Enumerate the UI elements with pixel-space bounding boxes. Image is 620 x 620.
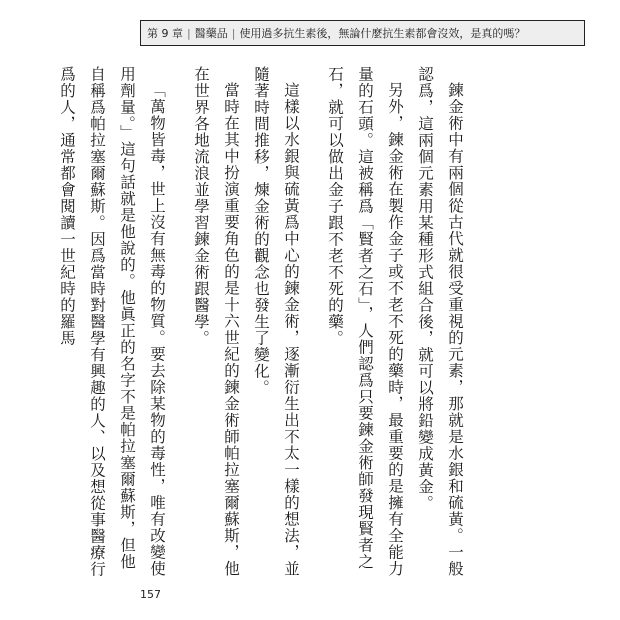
chapter-number: 第 9 章	[147, 27, 183, 40]
section-title: 醫藥品	[194, 27, 228, 40]
paragraph-3: 這樣以水銀與硫黃爲中心的鍊金術，逐漸衍生出不太一樣的想法，並隨著時間推移，煉金術的觀念也發生了變化。	[252, 66, 300, 577]
header-separator: |	[187, 26, 191, 40]
paragraph-4: 當時在其中扮演重要角色的是十六世紀的鍊金術師帕拉塞爾蘇斯，他在世界各地流浪並學習鍊金術跟醫學。	[192, 66, 240, 577]
paragraph-5: 「萬物皆毒，世上沒有無毒的物質。要去除某物的毒性，唯有改變使用劑量。」這句話就是他說的。他眞正的名字不是帕拉塞爾蘇斯，但他自稱爲帕拉塞爾蘇斯。因爲當時對醫學有興趣的人、以及想從事醫療行爲的人，通常都會閱讀一世紀時的羅馬	[58, 66, 166, 578]
paragraph-1: 鍊金術中有兩個從古代就很受重視的元素，那就是水銀和硫黃。一般認爲，這兩個元素用某種形式組合後，就可以將鉛變成黃金。	[416, 66, 464, 577]
chapter-title: 使用過多抗生素後，無論什麼抗生素都會沒效，是真的嗎？	[239, 27, 526, 40]
paragraph-2: 另外，鍊金術在製作金子或不老不死的藥時，最重要的是擁有全能力量的石頭。這被稱爲「賢者之石」，人們認爲只要鍊金術師發現賢者之石，就可以做出金子跟不老不死的藥。	[326, 66, 404, 577]
body-text	[58, 66, 470, 586]
page-number: 157	[140, 588, 161, 601]
header-separator: |	[231, 26, 236, 40]
running-header	[140, 20, 585, 46]
